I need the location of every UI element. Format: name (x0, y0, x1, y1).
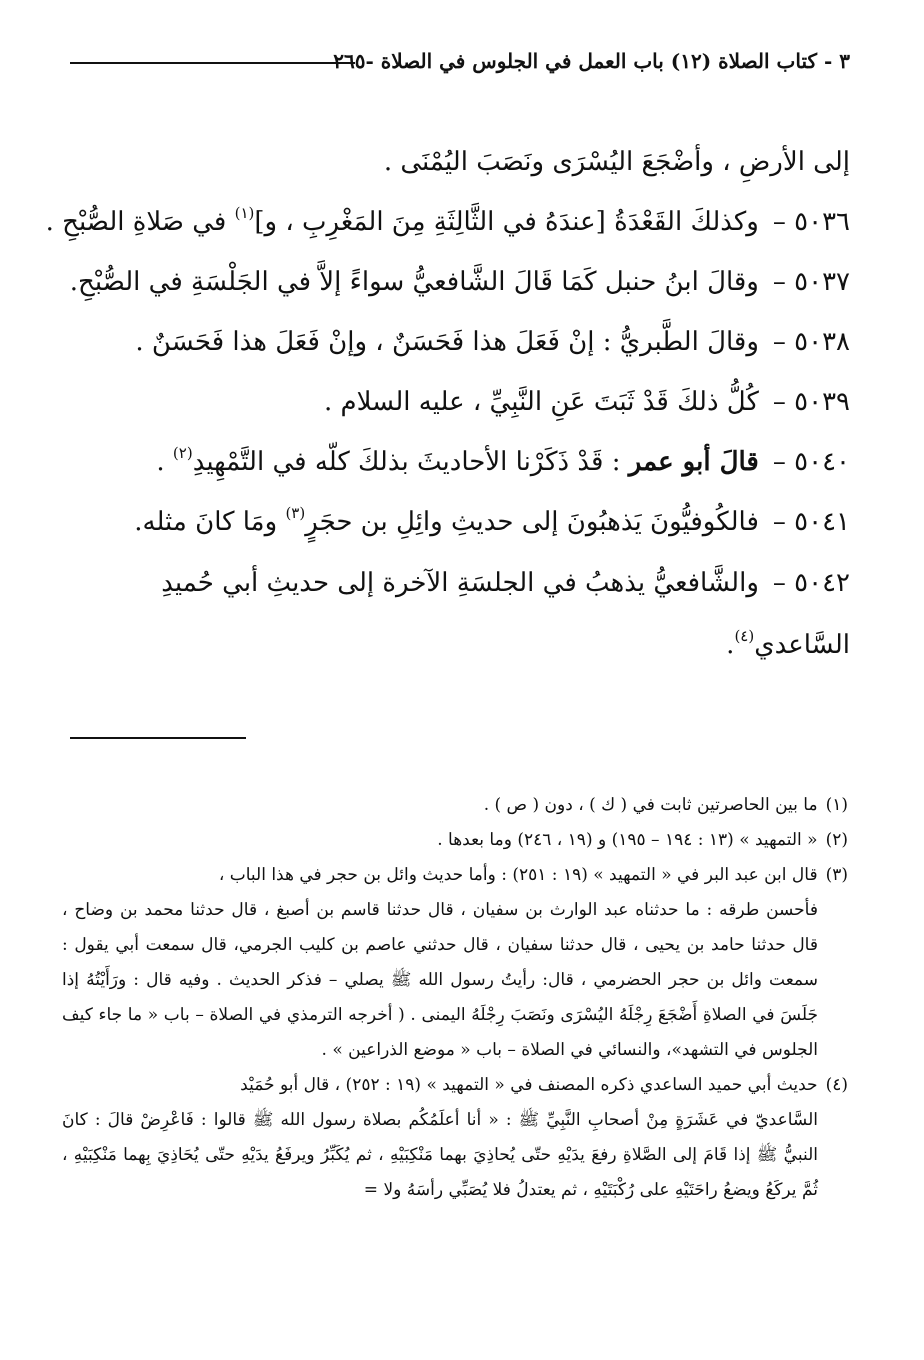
paragraph-number: ٥٠٤٢ – (772, 568, 850, 598)
footnote-ref[interactable]: (٢) (172, 444, 193, 462)
footnote-ref[interactable]: (١) (234, 204, 255, 222)
opening-line: إلى الأرضِ ، وأضْجَعَ اليُسْرَى ونَصَبَ اليُمْنَى . (383, 147, 850, 177)
footnote-ref[interactable]: (٣) (285, 504, 306, 522)
footnote-text: ما بين الحاصرتين ثابت في ( ك ) ، دون ( ص ) . (483, 795, 818, 815)
paragraph-text: : قَدْ ذَكَرْنا الأحاديثَ بذلكَ كلّه في التَّمْهِيدِ (192, 447, 629, 477)
main-text (45, 132, 850, 676)
paragraph-text: وقالَ ابنُ حنبل كَمَا قَالَ الشَّافعيُّ سواءً إلاَّ في الجَلْسَةِ في الصُّبْحِ. (69, 267, 759, 297)
footnote-1 (62, 788, 848, 823)
footnote-2 (62, 823, 848, 858)
paragraph-text-end: في صَلاةِ الصُّبْحِ . (45, 207, 235, 237)
footnote-text: قال ابن عبد البر في « التمهيد » (١٩ : ٢٥١) : وأما حديث وائل بن حجر في هذا الباب ، (218, 865, 818, 885)
footnote-ref[interactable]: (٤) (734, 627, 755, 645)
footnote-number: (٣) (825, 865, 848, 885)
paragraph-5037 (60, 252, 850, 312)
paragraph-5039 (60, 372, 850, 432)
paragraph-text-end: . (726, 630, 735, 660)
paragraph-text: والشَّافعيُّ يذهبُ في الجلسَةِ الآخرة إلى حديثِ أبي حُميدِ السَّاعدي (161, 568, 850, 660)
paragraph-number: ٥٠٣٨ – (772, 327, 850, 357)
footnote-text: حديث أبي حميد الساعدي ذكره المصنف في « التمهيد » (١٩ : ٢٥٢) ، قال أبو حُمَيْد (240, 1075, 818, 1095)
paragraph-number: ٥٠٣٧ – (772, 267, 850, 297)
footnote-4 (62, 1068, 848, 1208)
footnote-continuation: السَّاعديّ في عَشَرَةٍ مِنْ أصحابِ النَّبِيِّ ﷺ : « أنا أعلَمُكُم بصلاة رسول الله ﷺ قالوا : فَاعْرِضْ قالَ : كانَ النبيُّ ﷺ إذا قَامَ إلى الصَّلاةِ رفعَ يدَيْهِ حتّى يُحاذِيَ بهما مَنْكِبَيْهِ ، ثم يُكَبِّرُ ويرفَعُ يدَيْهِ حتّى يُحَاذِيَ بِهما مَنْكِبَيْهِ ، ثُمَّ يركَعُ ويضعُ راحَتَيْهِ على رُكْبَتَيْهِ ، ثم يعتدلُ فلا يُصَبِّي رأسَهُ ولا = (62, 1110, 818, 1200)
header-title: ٣ - كتاب الصلاة (١٢) باب العمل في الجلوس في الصلاة -٢٦٥ (333, 49, 850, 73)
footnote-3 (62, 858, 848, 1068)
footnote-continuation: فأحسن طرقه : ما حدثناه عبد الوارث بن سفيان ، قال حدثنا قاسم بن أصبغ ، قال حدثنا محمد بن وضاح ، قال حدثنا حامد بن يحيى ، قال حدثنا سفيان ، قال حدثني عاصم بن كليب الجرمي، قال سمعت أبي يقول : سمعت وائل بن حجر الحضرمي ، قال: رأيتُ رسول الله ﷺ يصلي – فذكر الحديث . وفيه قال : ورَأَيْتُهُ إذا جَلَسَ في الصلاةِ أَضْجَعَ رِجْلَهُ اليُسْرَى ونَصَبَ رِجْلَهُ اليمنى . ( أخرجه الترمذي في الصلاة – باب « ما جاء كيف الجلوس في التشهد»، والنسائي في الصلاة – باب « موضع الذراعين » . (62, 900, 818, 1060)
paragraph-5042 (60, 552, 850, 676)
paragraph-5038 (60, 312, 850, 372)
paragraph-text-end: . (156, 447, 173, 477)
paragraph-number: ٥٠٣٦ – (772, 207, 850, 237)
paragraph-number: ٥٠٤٠ – (772, 447, 850, 477)
paragraph-5040 (60, 432, 850, 492)
footnote-separator (70, 737, 246, 739)
header-rule (70, 62, 355, 64)
author-name: قالَ أبو عمر (628, 447, 759, 477)
footnote-number: (٢) (825, 830, 848, 850)
paragraph-5036 (45, 192, 850, 252)
running-header (70, 46, 850, 76)
footnotes (62, 788, 848, 1208)
paragraph-text: وكذلكَ القَعْدَةُ [عندَهُ في الثَّالِثَةِ مِنَ المَغْرِبِ ، و] (254, 207, 759, 237)
footnote-number: (٤) (825, 1075, 848, 1095)
paragraph-text: وقالَ الطَّبريُّ : إنْ فَعَلَ هذا فَحَسَنٌ ، وإنْ فَعَلَ هذا فَحَسَنٌ . (135, 327, 759, 357)
paragraph-text-end: ومَا كانَ مثله. (134, 507, 286, 537)
paragraph-text: فالكُوفيُّونَ يَذهبُونَ إلى حديثِ وائِلِ بن حجَرٍ (305, 507, 759, 537)
paragraph-5041 (60, 492, 850, 552)
footnote-text: « التمهيد » (١٣ : ١٩٤ – ١٩٥) و (١٩ ، ٢٤٦) وما بعدها . (437, 830, 818, 850)
paragraph-text: كُلُّ ذلكَ قَدْ ثَبَتَ عَنِ النَّبِيِّ ، عليه السلام . (323, 387, 759, 417)
footnote-number: (١) (825, 795, 848, 815)
paragraph-number: ٥٠٣٩ – (772, 387, 850, 417)
paragraph-number: ٥٠٤١ – (772, 507, 850, 537)
